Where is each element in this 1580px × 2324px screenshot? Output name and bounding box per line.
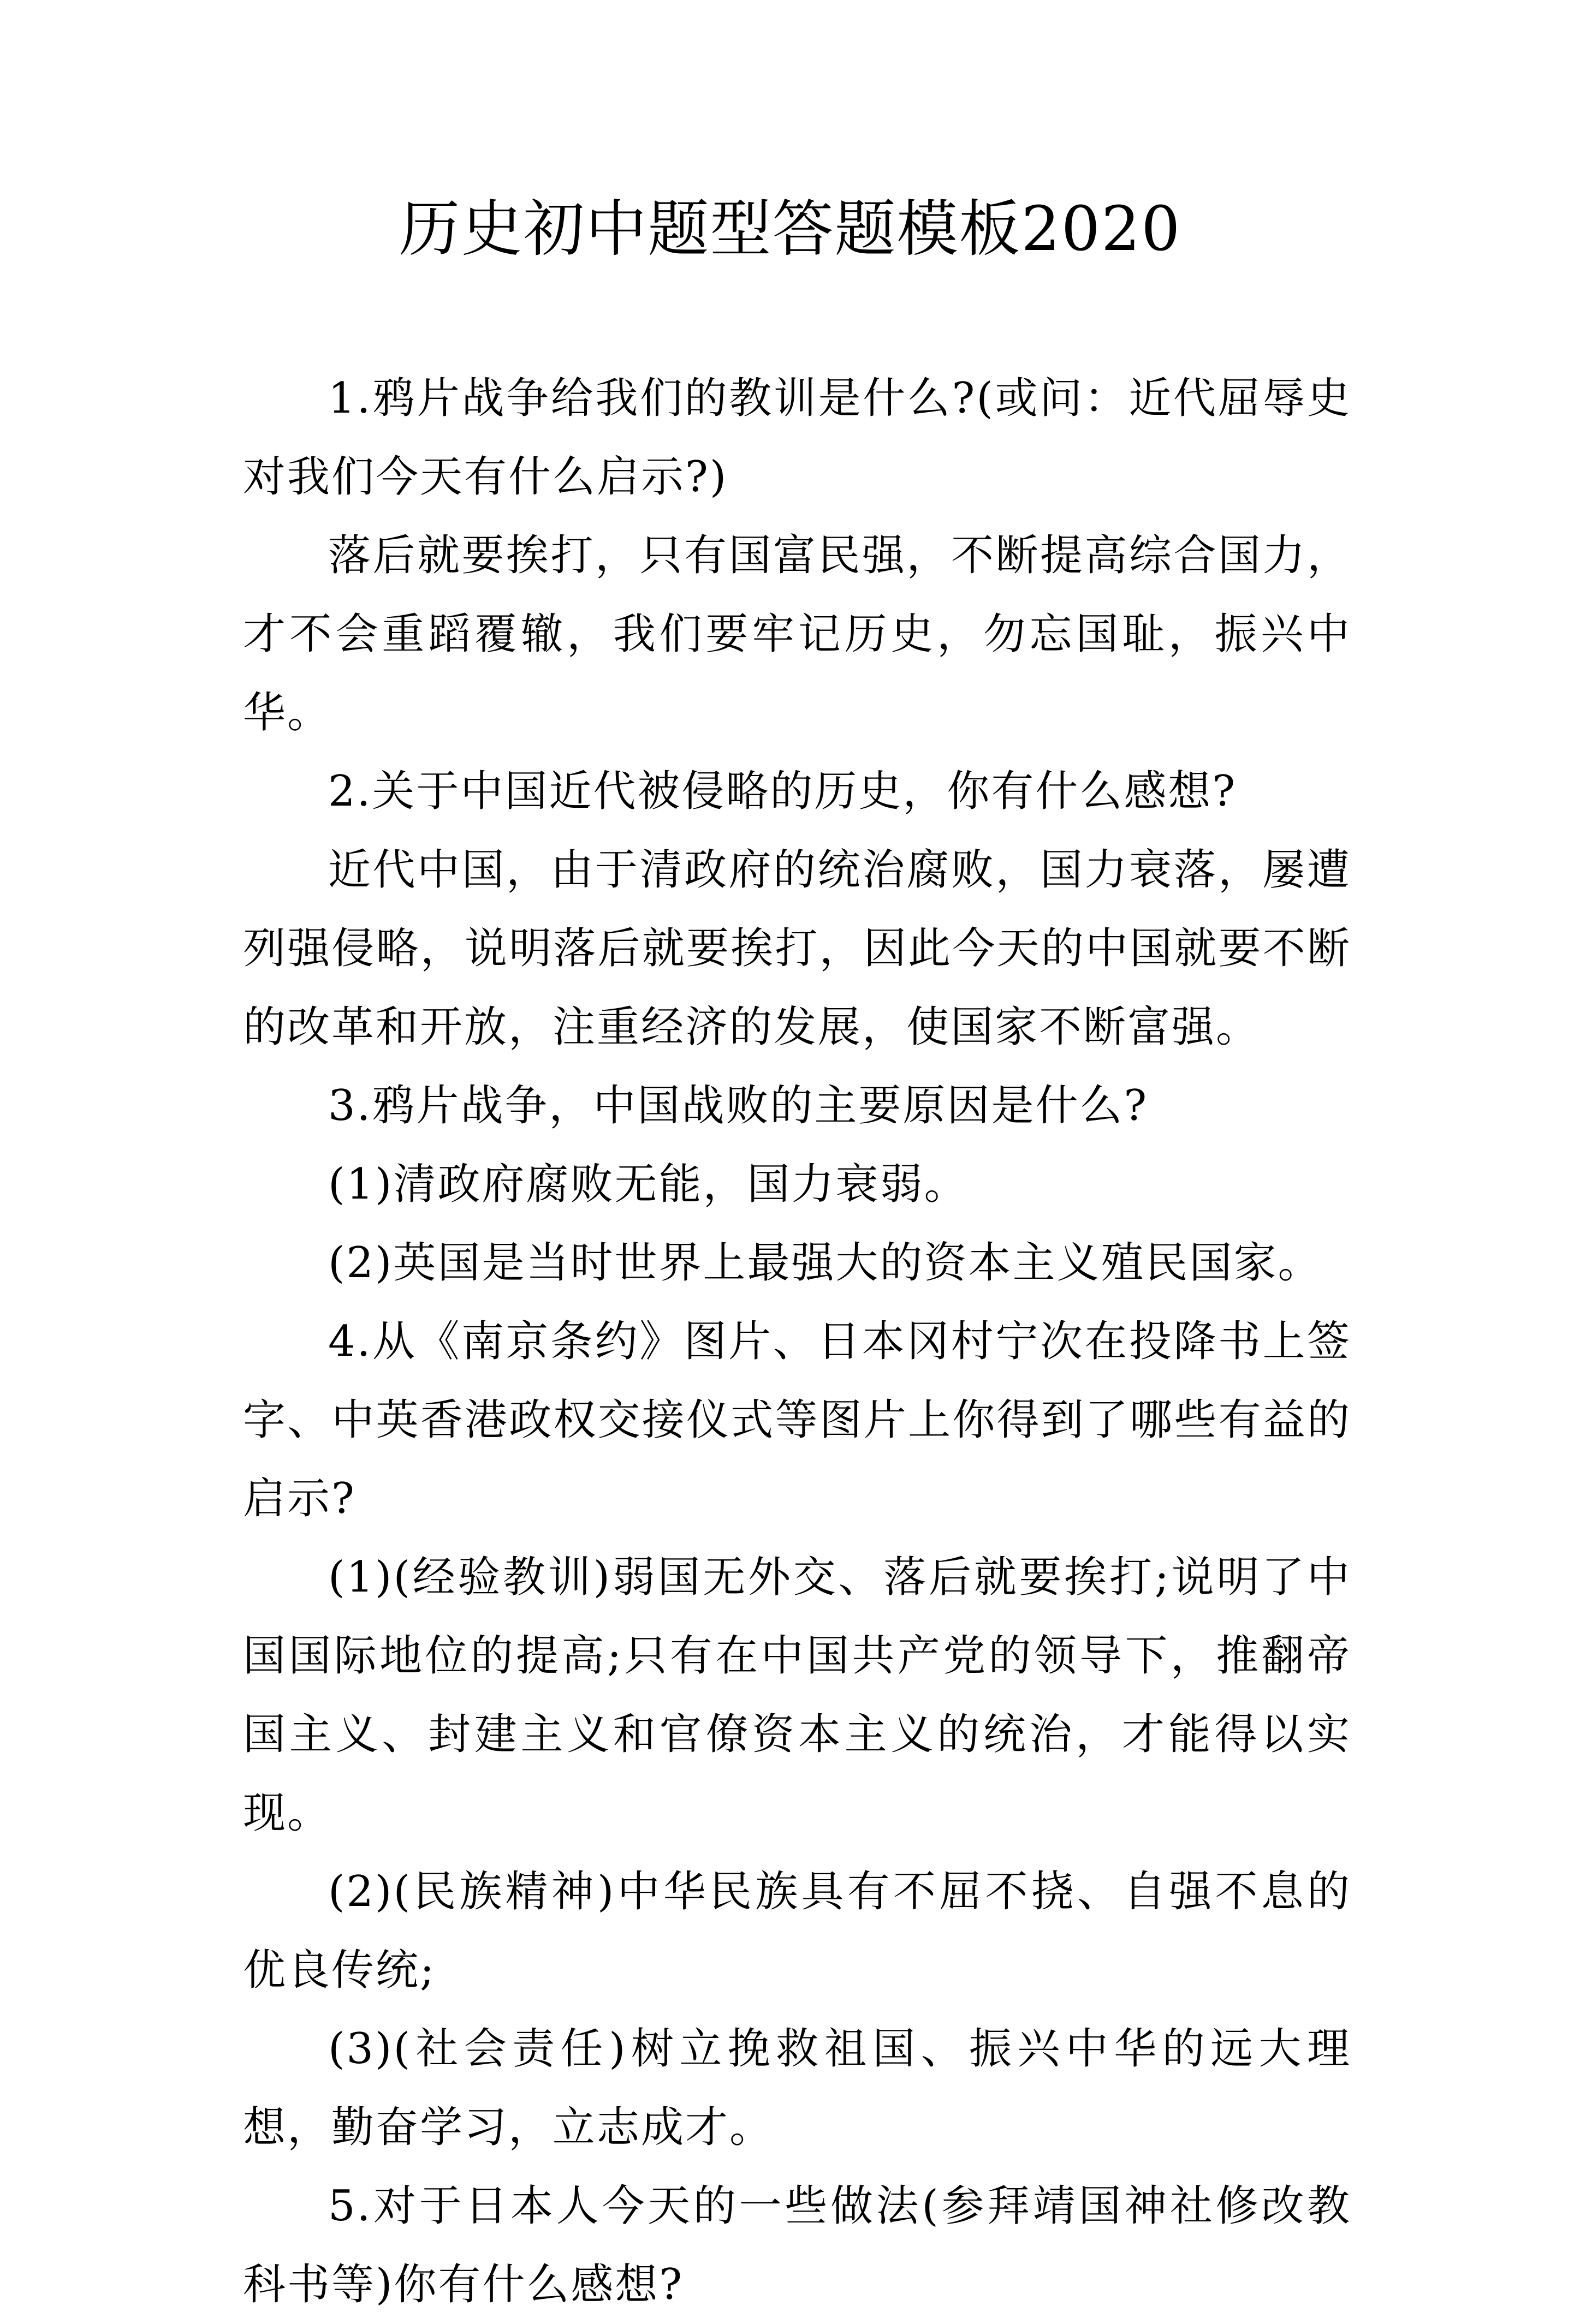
answer-4-point-1: (1)(经验教训)弱国无外交、落后就要挨打;说明了中国国际地位的提高;只有在中国共产党的领导下，推翻帝国主义、封建主义和官僚资本主义的统治，才能得以实现。 [243,1553,1351,1838]
question-4: 4.从《南京条约》图片、日本冈村宁次在投降书上签字、中英香港政权交接仪式等图片上你得到了哪些有益的启示? [243,1317,1351,1523]
answer-2: 近代中国，由于清政府的统治腐败，国力衰落，屡遭列强侵略，说明落后就要挨打，因此今天的中国就要不断的改革和开放，注重经济的发展，使国家不断富强。 [243,845,1351,1052]
question-3: 3.鸦片战争，中国战败的主要原因是什么? [328,1081,1149,1130]
document-body [243,359,1351,2324]
question-2: 2.关于中国近代被侵略的历史，你有什么感想? [328,767,1237,816]
answer-3-point-1: (1)清政府腐败无能，国力衰弱。 [328,1160,969,1209]
answer-1: 落后就要挨打，只有国富民强，不断提高综合国力，才不会重蹈覆辙，我们要牢记历史，勿忘国耻，振兴中华。 [243,531,1351,737]
document-title: 历史初中题型答题模板2020 [399,194,1181,265]
question-1: 1.鸦片战争给我们的教训是什么?(或问：近代屈辱史对我们今天有什么启示?) [243,374,1351,502]
answer-3-point-2: (2)英国是当时世界上最强大的资本主义殖民国家。 [328,1238,1322,1288]
answer-4-point-3: (3)(社会责任)树立挽救祖国、振兴中华的远大理想，勤奋学习，立志成才。 [243,2024,1351,2152]
question-5: 5.对于日本人今天的一些做法(参拜靖国神社修改教科书等)你有什么感想? [243,2182,1351,2309]
answer-4-point-2: (2)(民族精神)中华民族具有不屈不挠、自强不息的优良传统; [243,1867,1351,1995]
